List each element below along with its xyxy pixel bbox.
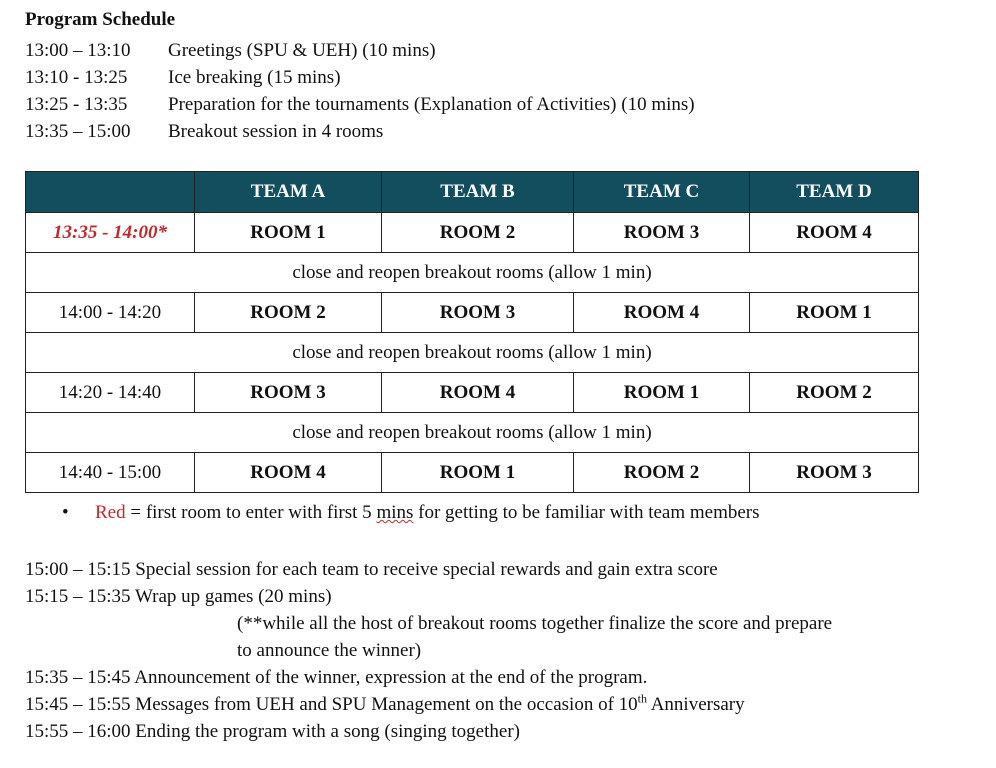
schedule-row-messages [25,691,832,718]
messages-text: 15:45 – 15:55 Messages from UEH and SPU Management on the occasion of 10 [25,694,638,715]
header-team-b: TEAM B [382,172,574,213]
schedule-activity: Ice breaking (15 mins) [168,67,341,88]
legend-text-after: for getting to be familiar with team members [413,502,760,523]
schedule-row [25,37,695,64]
room-cell: ROOM 3 [574,213,750,253]
breakout-schedule-table [25,171,919,493]
room-cell: ROOM 4 [382,373,574,413]
room-cell: ROOM 4 [574,293,750,333]
header-cell-empty [26,172,195,213]
schedule-time: 13:25 - 13:35 [25,94,128,115]
separator-cell: close and reopen breakout rooms (allow 1 min) [26,253,919,293]
schedule-row [25,91,695,118]
schedule-activity: Preparation for the tournaments (Explanation of Activities) (10 mins) [168,94,695,115]
wrap-note-line1: (**while all the host of breakout rooms together finalize the score and prepare [237,613,833,634]
schedule-row-wrap: 15:15 – 15:35 Wrap up games (20 mins) [25,586,332,607]
page-title: Program Schedule [25,9,176,30]
room-cell: ROOM 3 [750,453,919,493]
schedule-time: 13:35 – 15:00 [25,121,131,142]
room-cell: ROOM 4 [750,213,919,253]
table-header-row [26,172,919,213]
slot-time: 14:40 - 15:00 [26,453,195,493]
separator-cell: close and reopen breakout rooms (allow 1 min) [26,333,919,373]
bullet-dot-icon: • [62,502,69,523]
room-cell: ROOM 2 [750,373,919,413]
wrap-note-line2: to announce the winner) [237,640,422,661]
table-row [26,453,919,493]
room-cell: ROOM 1 [750,293,919,333]
room-cell: ROOM 1 [382,453,574,493]
schedule-activity: Greetings (SPU & UEH) (10 mins) [168,40,436,61]
closing-schedule [25,556,832,745]
table-row [26,373,919,413]
slot-time: 14:20 - 14:40 [26,373,195,413]
room-cell: ROOM 2 [195,293,382,333]
room-cell: ROOM 1 [195,213,382,253]
schedule-activity: Breakout session in 4 rooms [168,121,384,142]
room-cell: ROOM 2 [574,453,750,493]
schedule-time: 13:10 - 13:25 [25,67,128,88]
room-cell: ROOM 4 [195,453,382,493]
separator-row [26,333,919,373]
schedule-row-ending: 15:55 – 16:00 Ending the program with a song (singing together) [25,721,520,742]
table-row [26,293,919,333]
slot-time-highlighted: 13:35 - 14:00* [26,213,195,253]
messages-superscript: th [637,691,647,706]
schedule-row-announce: 15:35 – 15:45 Announcement of the winner, expression at the end of the program. [25,667,648,688]
room-cell: ROOM 3 [195,373,382,413]
messages-text-end: Anniversary [647,694,745,715]
header-team-c: TEAM C [574,172,750,213]
room-cell: ROOM 1 [574,373,750,413]
legend-underlined-word: mins [376,502,414,523]
legend-bullet [62,502,760,524]
legend-red-word: Red [95,502,126,523]
table-row [26,213,919,253]
schedule-row-special: 15:00 – 15:15 Special session for each team to receive special rewards and gain extra score [25,559,718,580]
header-team-a: TEAM A [195,172,382,213]
room-cell: ROOM 2 [382,213,574,253]
intro-schedule [25,37,695,145]
schedule-time: 13:00 – 13:10 [25,40,131,61]
separator-row [26,253,919,293]
schedule-row [25,64,695,91]
schedule-row [25,118,695,145]
room-cell: ROOM 3 [382,293,574,333]
header-team-d: TEAM D [750,172,919,213]
slot-time: 14:00 - 14:20 [26,293,195,333]
legend-text-before: = first room to enter with first 5 [125,502,377,523]
separator-cell: close and reopen breakout rooms (allow 1 min) [26,413,919,453]
separator-row [26,413,919,453]
